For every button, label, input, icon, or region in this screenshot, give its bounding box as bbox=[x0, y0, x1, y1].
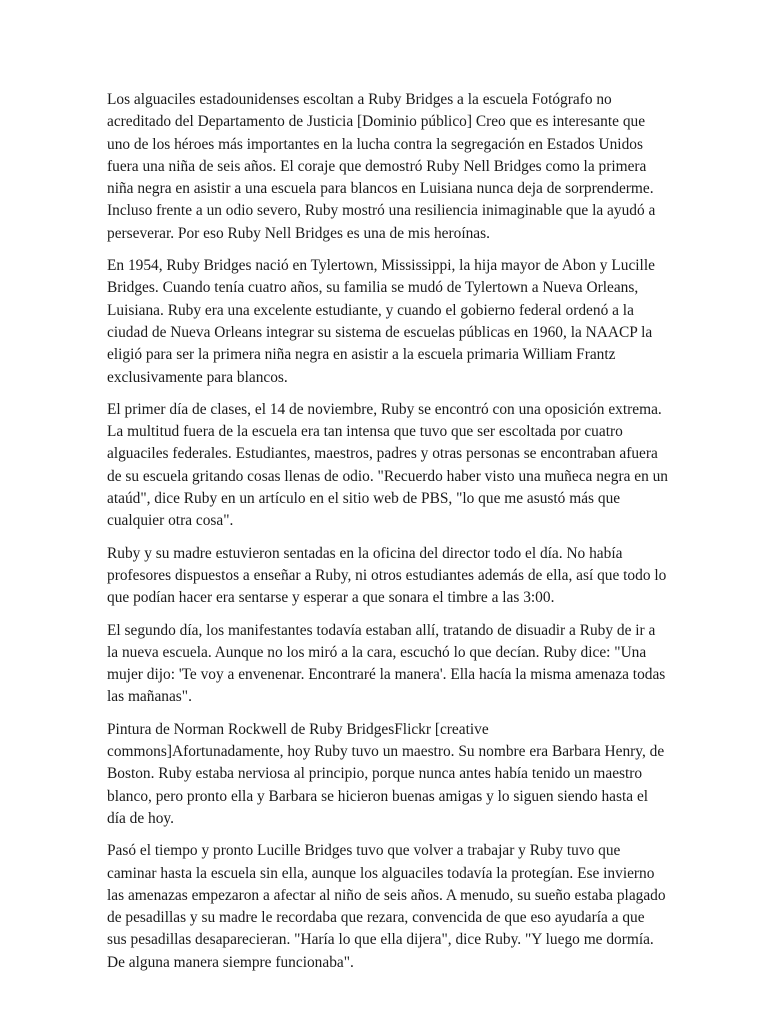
paragraph-winter: Pasó el tiempo y pronto Lucille Bridges tuvo que volver a trabajar y Ruby tuvo que caminar hasta la escuela sin ella, aunque los alguaciles todavía la protegían. Ese invierno las amenazas empezaron a afectar al niño de seis años. A menudo, su sueño estaba plagado de pesadillas y su madre le recordaba que rezara, convencida de que eso ayudaría a que sus pesadillas desaparecieran. "Haría lo que ella dijera", dice Ruby. "Y luego me dormía. De alguna manera siempre funcionaba". bbox=[107, 842, 666, 971]
paragraph-birth: En 1954, Ruby Bridges nació en Tylertown, Mississippi, la hija mayor de Abon y Lucille Bridges. Cuando tenía cuatro años, su familia se mudó de Tylertown a Nueva Orleans, Luisiana. Ruby era una excelente estudiante, y cuando el gobierno federal ordenó a la ciudad de Nueva Orleans integrar su sistema de escuelas públicas en 1960, la NAACP la eligió para ser la primera niña negra en asistir a la escuela primaria William Frantz exclusivamente para blancos. bbox=[107, 257, 655, 386]
paragraph-second-day: El segundo día, los manifestantes todavía estaban allí, tratando de disuadir a Ruby de ir a la nueva escuela. Aunque no los miró a la cara, escuchó lo que decían. Ruby dice: "Una mujer dijo: 'Te voy a envenenar. Encontraré la manera'. Ella hacía la misma amenaza todas las mañanas". bbox=[107, 621, 666, 706]
paragraph-teacher: Pintura de Norman Rockwell de Ruby BridgesFlickr [creative commons]Afortunadamente, hoy Ruby tuvo un maestro. Su nombre era Barbara Henry, de Boston. Ruby estaba nerviosa al principio, porque nunca antes había tenido un maestro blanco, pero pronto ella y Barbara se hicieron buenas amigas y lo siguen siendo hasta el día de hoy. bbox=[107, 720, 665, 827]
paragraph-intro: Los alguaciles estadounidenses escoltan a Ruby Bridges a la escuela Fotógrafo no acreditado del Departamento de Justicia [Dominio público] Creo que es interesante que uno de los héroes más importantes en la lucha contra la segregación en Estados Unidos fuera una niña de seis años. El coraje que demostró Ruby Nell Bridges como la primera niña negra en asistir a una escuela para blancos en Luisiana nunca deja de sorprenderme. Incluso frente a un odio severo, Ruby mostró una resiliencia inimaginable que la ayudó a perseverar. Por eso Ruby Nell Bridges es una de mis heroínas. bbox=[107, 91, 656, 242]
paragraph-first-day: El primer día de clases, el 14 de noviembre, Ruby se encontró con una oposición extrema. La multitud fuera de la escuela era tan intensa que tuvo que ser escoltada por cuatro alguaciles federales. Estudiantes, maestros, padres y otras personas se encontraban afuera de su escuela gritando cosas llenas de odio. "Recuerdo haber visto una muñeca negra en un ataúd", dice Ruby en un artículo en el sitio web de PBS, "lo que me asustó más que cualquier otra cosa". bbox=[107, 400, 669, 530]
paragraph-principal-office: Ruby y su madre estuvieron sentadas en la oficina del director todo el día. No había profesores dispuestos a enseñar a Ruby, ni otros estudiantes además de ella, así que todo lo que podían hacer era sentarse y esperar a que sonara el timbre a las 3:00. bbox=[107, 544, 667, 607]
